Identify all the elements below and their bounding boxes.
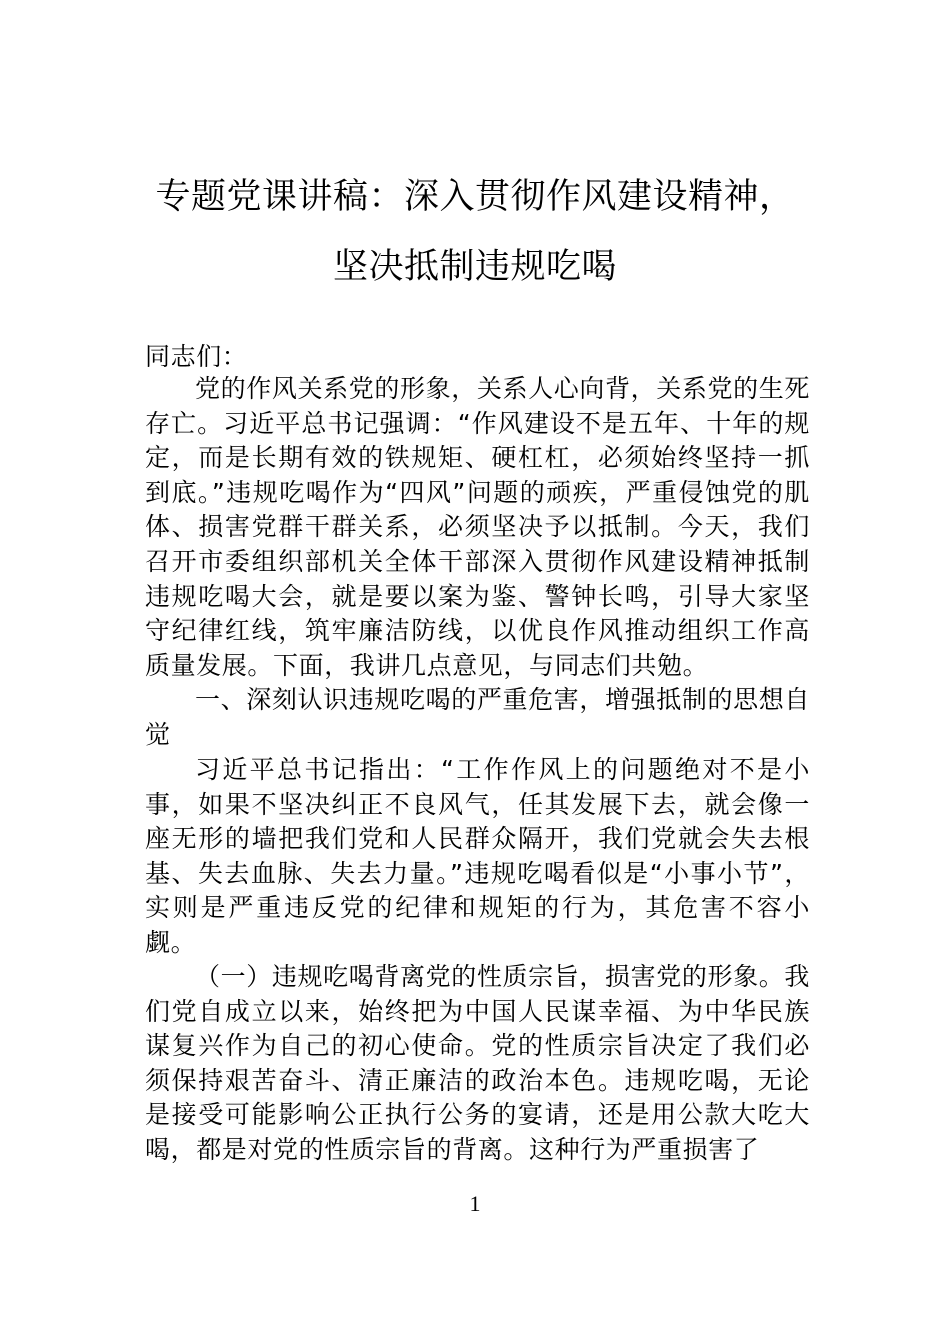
document-title-line-2: 坚决抵制违规吃喝: [332, 247, 617, 287]
body-paragraph: 党的作风关系党的形象，关系人心向背，关系党的生死存亡。习近平总书记强调：“作风建设不是五年、十年的规定，而是长期有效的铁规矩、硬杠杠，必须始终坚持一抓到底。”违规吃喝作为“四风”问题的顽疾，严重侵蚀党的肌体、损害党群干群关系，必须坚决予以抵制。今天，我们召开市委组织部机关全体干部深入贯彻作风建设精神抵制违规吃喝大会，就是要以案为鉴、警钟长鸣，引导大家坚守纪律红线，筑牢廉洁防线，以优良作风推动组织工作高质量发展。下面，我讲几点意见，与同志们共勉。: [145, 374, 810, 680]
section-heading: 一、深刻认识违规吃喝的严重危害，增强抵制的思想自觉: [145, 685, 810, 749]
salutation: 同志们：: [145, 342, 248, 371]
page-number: 1: [469, 1191, 481, 1216]
body-paragraph: 习近平总书记指出：“工作作风上的问题绝对不是小事，如果不坚决纠正不良风气，任其发展下去，就会像一座无形的墙把我们党和人民群众隔开，我们党就会失去根基、失去血脉、失去力量。”违规吃喝看似是“小事小节”，实则是严重违反党的纪律和规矩的行为，其危害不容小觑。: [145, 755, 810, 957]
document-title-line-1: 专题党课讲稿：深入贯彻作风建设精神，: [155, 177, 795, 217]
subsection-paragraph: （一）违规吃喝背离党的性质宗旨，损害党的形象。我们党自成立以来，始终把为中国人民谋幸福、为中华民族谋复兴作为自己的初心使命。党的性质宗旨决定了我们必须保持艰苦奋斗、清正廉洁的政治本色。违规吃喝，无论是接受可能影响公正执行公务的宴请，还是用公款大吃大喝，都是对党的性质宗旨的背离。这种行为严重损害了: [145, 962, 810, 1164]
